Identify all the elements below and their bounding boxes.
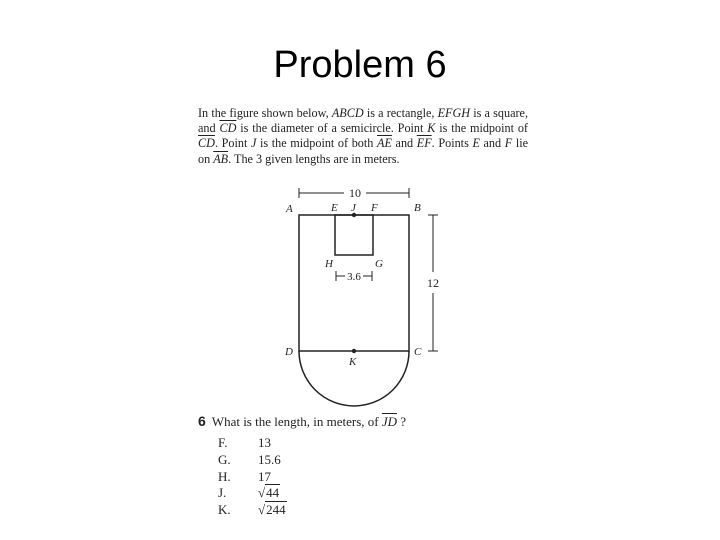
label-d: D xyxy=(285,346,293,358)
height-label: 12 xyxy=(427,276,439,290)
question-text-end: ? xyxy=(397,414,407,429)
prompt-segment: $\overline{CD}$ xyxy=(198,136,215,151)
choice-letter: J. xyxy=(218,485,227,500)
choice-value: 13 xyxy=(258,435,271,450)
prompt-segment: $\overline{AE}$ xyxy=(377,136,392,151)
prompt-segment: $\overline{CD}$ xyxy=(219,121,237,136)
label-c: C xyxy=(414,346,422,358)
choice-letter: F. xyxy=(218,435,228,450)
label-a: A xyxy=(286,203,293,215)
sqrt-expression xyxy=(258,484,280,501)
prompt-text: . The 3 given lengths are in meters. xyxy=(228,151,400,166)
prompt-var: K xyxy=(427,121,436,136)
prompt-segment: $\overline{EF}$ xyxy=(416,136,432,151)
rectangle-abcd xyxy=(299,215,409,351)
choice-value: 15.6 xyxy=(258,452,281,467)
question xyxy=(198,413,406,430)
answer-choice[interactable] xyxy=(218,435,271,451)
label-j: J xyxy=(351,202,356,214)
label-k: K xyxy=(349,356,357,368)
prompt-text: is a rectangle, xyxy=(363,106,438,120)
question-segment: $\overline{JD}$ xyxy=(381,414,398,429)
point-k xyxy=(352,349,356,353)
prompt-text: In the figure shown below, xyxy=(198,106,332,120)
label-e: E xyxy=(331,202,338,214)
question-text: What is the length, in meters, of xyxy=(211,414,382,429)
prompt-text: is the diameter of a semicircle. Point xyxy=(236,121,428,136)
width-label: 10 xyxy=(349,186,361,200)
square-efgh xyxy=(335,215,373,255)
prompt-text: is the midpoint of both xyxy=(256,136,378,151)
radical-sign: √ xyxy=(258,502,266,517)
answer-choice[interactable] xyxy=(218,452,281,468)
prompt-var: E xyxy=(472,136,480,151)
prompt-text: is a square, and xyxy=(198,106,528,136)
choice-letter: H. xyxy=(218,469,231,484)
radical-sign: √ xyxy=(258,485,266,500)
prompt-text: lie on xyxy=(198,136,529,166)
label-h: H xyxy=(325,258,333,270)
prompt-var: F xyxy=(504,136,513,151)
prompt-text: . Points xyxy=(431,136,473,151)
square-side-label: 3.6 xyxy=(347,271,361,283)
answer-choice[interactable] xyxy=(218,484,280,501)
label-g: G xyxy=(375,258,383,270)
choice-value: 244 xyxy=(266,502,286,517)
prompt-text: and xyxy=(479,136,505,151)
question-number: 6 xyxy=(198,413,206,429)
sqrt-expression xyxy=(258,501,287,518)
label-b: B xyxy=(414,202,421,214)
prompt-segment: $\overline{AB}$ xyxy=(213,151,229,166)
prompt-text: . Point xyxy=(214,136,251,151)
prompt-var: EFGH xyxy=(437,106,471,120)
choice-value: 17 xyxy=(258,469,271,484)
prompt-text: and xyxy=(391,136,417,151)
answer-choice[interactable] xyxy=(218,501,287,518)
prompt-text: is the midpoint of xyxy=(435,121,528,136)
prompt-var: ABCD xyxy=(331,106,364,120)
answer-choice[interactable] xyxy=(218,469,271,485)
choice-letter: K. xyxy=(218,502,231,517)
slide-title: Problem 6 xyxy=(273,44,447,86)
choice-value: 44 xyxy=(266,485,280,500)
prompt-var: J xyxy=(250,136,257,151)
choice-letter: G. xyxy=(218,452,231,467)
label-f: F xyxy=(371,202,378,214)
